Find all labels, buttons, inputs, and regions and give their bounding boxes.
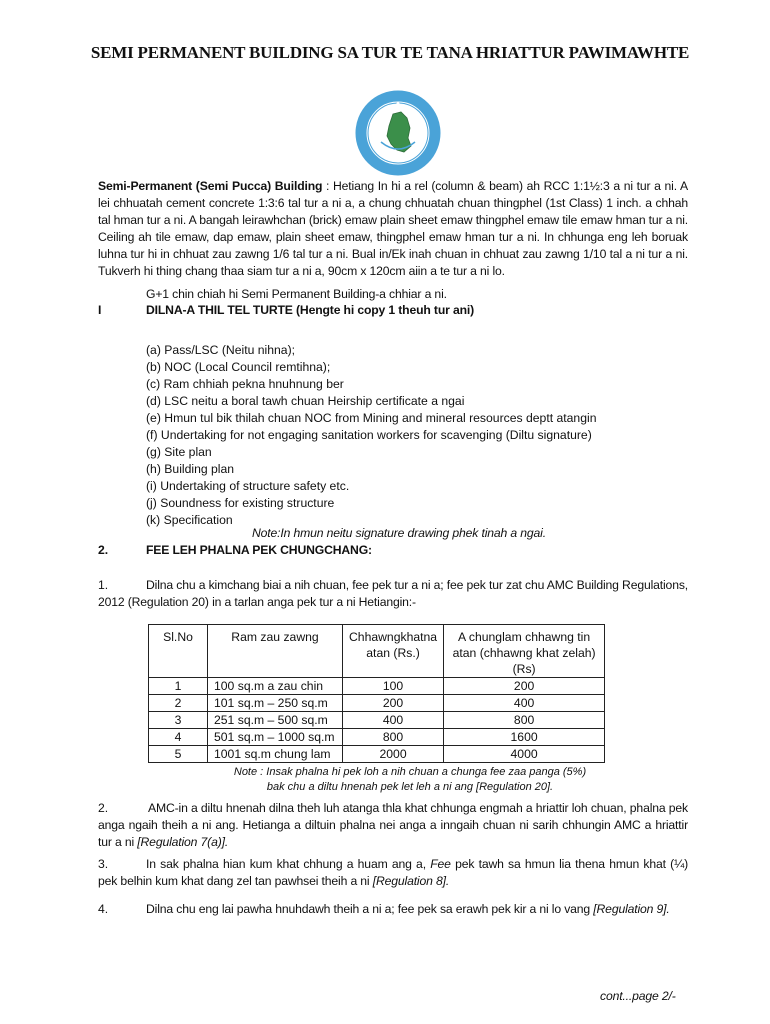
list-item: (k) Specification [146, 513, 233, 527]
documents-list [146, 342, 596, 529]
list-item: (a) Pass/LSC (Neitu nihna); [146, 343, 296, 357]
section-2-number: 2. [98, 543, 109, 557]
documents-note: Note:In hmun neitu signature drawing phek tinah a ngai. [252, 526, 546, 540]
table-row [149, 695, 605, 712]
list-item: (j) Soundness for existing structure [146, 496, 335, 510]
list-item: (g) Site plan [146, 445, 212, 459]
header-sl-no: Sl.No [149, 625, 208, 678]
table-row [149, 729, 605, 746]
para-4-number: 4. [98, 902, 109, 916]
list-item: (i) Undertaking of structure safety etc. [146, 479, 350, 493]
section-1-number: I [98, 303, 102, 317]
para-1-number: 1. [98, 578, 109, 592]
table-row [149, 712, 605, 729]
para-3-fee-word: Fee [430, 857, 451, 871]
list-item: (b) NOC (Local Council remtihna); [146, 360, 331, 374]
table-cell: 2000 [343, 746, 444, 763]
table-row [149, 746, 605, 763]
para-2-body: AMC-in a diltu hnenah dilna theh luh atanga thla khat chhunga engmah a hriattir loh chuan, phalna pek anga ngaih theih a ni ang. Hetianga a diltuin phalna nei anga a inngaih chuan ni sarih chhungin AMC a hriattir tur a ni [98, 801, 688, 849]
table-note-line-2: bak chu a diltu hnenah pek let leh a ni ang [Regulation 20]. [266, 781, 554, 793]
list-item: (c) Ram chhiah pekna hnuhnung ber [146, 377, 344, 391]
list-item: (e) Hmun tul bik thilah chuan NOC from Mining and mineral resources deptt atangin [146, 411, 597, 425]
table-cell: 200 [444, 678, 605, 695]
table-cell: 800 [444, 712, 605, 729]
header-first-floor: Chhawngkhatna atan (Rs.) [343, 625, 444, 678]
para-2-reference: [Regulation 7(a)]. [137, 835, 229, 849]
para-4-text [146, 901, 691, 918]
table-cell: 400 [343, 712, 444, 729]
table-cell: 101 sq.m – 250 sq.m [208, 695, 343, 712]
municipal-seal-icon [355, 90, 441, 176]
table-cell: 501 sq.m – 1000 sq.m [208, 729, 343, 746]
table-header-row [149, 625, 605, 678]
header-upper-floors: A chunglam chhawng tin atan (chhawng khat zelah) (Rs) [444, 625, 605, 678]
g1-line: G+1 chin chiah hi Semi Permanent Building-a chhiar a ni. [146, 287, 447, 301]
para-4-reference: [Regulation 9]. [593, 902, 670, 916]
header-area: Ram zau zawng [208, 625, 343, 678]
para-3-body-a: In sak phalna hian kum khat chhung a huam ang a, [146, 857, 431, 871]
table-cell: 1600 [444, 729, 605, 746]
para-3-body-b: pek tawh sa hmun lia thena hmun khat (¼) pek belhin kum khat dang zel tan pawhsei theih a ni [98, 857, 688, 888]
table-row [149, 678, 605, 695]
list-item: (f) Undertaking for not engaging sanitation workers for scavenging (Diltu signature) [146, 428, 592, 442]
para-1-text: Dilna chu a kimchang biai a nih chuan, fee pek tur a ni a; fee pek tur zat chu AMC Building Regulations, 2012 (Regulation 20) in a tarlan anga pek tur a ni Hetiangin:- [98, 578, 688, 609]
table-cell: 800 [343, 729, 444, 746]
table-cell: 400 [444, 695, 605, 712]
para-2-text [98, 800, 688, 851]
section-2-heading: FEE LEH PHALNA PEK CHUNGCHANG: [146, 543, 372, 557]
para-3-reference: [Regulation 8]. [372, 874, 450, 888]
page-title: SEMI PERMANENT BUILDING SA TUR TE TANA HRIATTUR PAWIMAWHTE [90, 43, 690, 62]
table-cell: 4000 [444, 746, 605, 763]
intro-text: : Hetiang In hi a rel (column & beam) ah RCC 1:1½:3 a ni tur a ni. A lei chhuatah cement concrete 1:3:6 tal tur a ni a, a chung chhuatah chuan thingphel (1st Class) 1 inch. a chhah tal hman tur a ni. A bangah leirawhchan (brick) emaw plain sheet emaw thingphel emaw tile emaw hman tur a ni. Ceiling ah tile emaw, dap emaw, plain sheet emaw, thingphel emaw hman tur a ni. In chhunga eng leh boruak luhna tur hi in chhuat zau zawng 1/6 tal tur a ni. Bual in/Ek inah chuan in chhuat zau zawng 1/10 tal a ni tur a ni. Tukverh hi thing chang thaa siam tur a ni a, 90cm x 120cm aiin a te tur a ni lo. [98, 179, 688, 278]
table-cell: 1 [149, 678, 208, 695]
table-cell: 100 sq.m a zau chin [208, 678, 343, 695]
table-cell: 1001 sq.m chung lam [208, 746, 343, 763]
table-cell: 2 [149, 695, 208, 712]
para-4-body: Dilna chu eng lai pawha hnuhdawh theih a ni a; fee pek sa erawh pek kir a ni lo vang [146, 902, 594, 916]
para-3-number: 3. [98, 857, 109, 871]
para-3-text [98, 856, 688, 890]
table-note [200, 765, 620, 795]
table-cell: 200 [343, 695, 444, 712]
continuation-footer: cont...page 2/- [600, 989, 676, 1003]
para-2-number: 2. [98, 801, 109, 815]
table-cell: 5 [149, 746, 208, 763]
fee-table [148, 624, 605, 763]
table-cell: 4 [149, 729, 208, 746]
table-cell: 3 [149, 712, 208, 729]
table-cell: 251 sq.m – 500 sq.m [208, 712, 343, 729]
section-1-heading: DILNA-A THIL TEL TURTE (Hengte hi copy 1 theuh tur ani) [146, 303, 475, 317]
list-item: (d) LSC neitu a boral tawh chuan Heirship certificate a ngai [146, 394, 465, 408]
intro-paragraph [98, 178, 688, 280]
list-item: (h) Building plan [146, 462, 235, 476]
table-cell: 100 [343, 678, 444, 695]
intro-term: Semi-Permanent (Semi Pucca) Building [98, 179, 323, 193]
table-note-line-1: Note : Insak phalna hi pek loh a nih chuan a chunga fee zaa panga (5%) [233, 766, 587, 778]
